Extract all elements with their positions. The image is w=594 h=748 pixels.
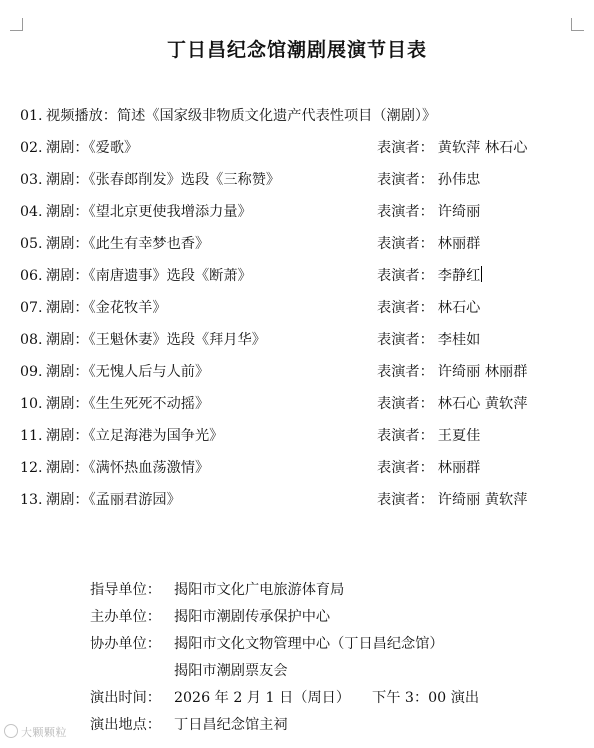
program-title: 潮剧：《金花牧羊》 (46, 300, 167, 316)
program-item (20, 360, 580, 392)
performer-names: 许绮丽 黄软萍 (437, 492, 528, 508)
program-number: 01. (20, 108, 43, 124)
program-item (20, 328, 580, 360)
performer-label: 表演者： (377, 332, 434, 348)
program-title: 潮剧：《南唐遗事》选段《断萧》 (46, 268, 252, 284)
program-item (20, 456, 580, 488)
performer-label: 表演者： (377, 140, 434, 156)
performance-place-label: 演出地点： (90, 717, 161, 733)
performer-info (377, 296, 480, 320)
performer-label: 表演者： (377, 428, 434, 444)
program-number: 06. (20, 268, 43, 284)
program-item (20, 392, 580, 424)
program-title: 潮剧：《此生有幸梦也香》 (46, 236, 210, 252)
performer-info (377, 328, 480, 352)
crop-mark-top-right (571, 18, 584, 31)
host-unit-row (90, 605, 570, 632)
performer-names: 林石心 黄软萍 (437, 396, 528, 412)
performance-place-value: 丁日昌纪念馆主祠 (174, 717, 288, 733)
performer-info (377, 456, 480, 480)
guidance-unit-row (90, 578, 570, 605)
performance-time-value (174, 686, 479, 710)
performer-names: 李静红 (437, 268, 481, 284)
program-title: 潮剧：《孟丽君游园》 (46, 492, 181, 508)
co-organizer-row-2 (90, 659, 570, 686)
guidance-unit-value: 揭阳市文化广电旅游体育局 (174, 582, 345, 598)
performer-label: 表演者： (377, 364, 434, 380)
performer-info (377, 136, 527, 160)
performer-info (377, 168, 480, 192)
guidance-unit-label: 指导单位： (90, 582, 161, 598)
performer-label: 表演者： (377, 236, 434, 252)
program-list (20, 104, 580, 520)
performer-label: 表演者： (377, 460, 434, 476)
host-unit-value: 揭阳市潮剧传承保护中心 (174, 609, 331, 625)
program-number: 12. (20, 460, 43, 476)
co-organizer-value-2: 揭阳市潮剧票友会 (174, 663, 288, 679)
performance-place-row (90, 713, 570, 740)
performance-date: 2026 年 2 月 1 日（周日） (174, 690, 351, 706)
program-number: 11. (20, 428, 43, 444)
performer-names: 李桂如 (437, 332, 481, 348)
program-title: 潮剧：《生生死死不动摇》 (46, 396, 210, 412)
program-number: 07. (20, 300, 43, 316)
program-number: 05. (20, 236, 43, 252)
performer-label: 表演者： (377, 268, 434, 284)
program-number: 10. (20, 396, 43, 412)
program-number: 03. (20, 172, 43, 188)
program-item (20, 424, 580, 456)
co-organizer-value-1: 揭阳市文化文物管理中心（丁日昌纪念馆） (174, 636, 444, 652)
page-title: 丁日昌纪念馆潮剧展演节目表 (166, 39, 427, 61)
co-organizer-row (90, 632, 570, 659)
program-item (20, 168, 580, 200)
performer-info (377, 264, 482, 288)
program-title: 潮剧：《张春郎削发》选段《三称赞》 (46, 172, 281, 188)
co-organizer-label: 协办单位： (90, 636, 161, 652)
program-title: 潮剧：《望北京更使我增添力量》 (46, 204, 252, 220)
text-cursor (481, 266, 482, 282)
program-title: 视频播放：简述《国家级非物质文化遗产代表性项目（潮剧）》 (46, 108, 437, 124)
performer-info (377, 360, 527, 384)
program-number: 02. (20, 140, 43, 156)
program-title: 潮剧：《无愧人后与人前》 (46, 364, 210, 380)
host-unit-label: 主办单位： (90, 609, 161, 625)
performer-names: 许绮丽 (437, 204, 481, 220)
performer-info (377, 424, 480, 448)
program-item (20, 200, 580, 232)
performance-clock: 下午 3：00 演出 (372, 690, 480, 706)
watermark (4, 724, 67, 740)
performer-label: 表演者： (377, 172, 434, 188)
performer-names: 黄软萍 林石心 (437, 140, 528, 156)
program-title: 潮剧：《满怀热血荡激情》 (46, 460, 210, 476)
organizer-info (90, 578, 570, 740)
program-item (20, 104, 580, 136)
program-item (20, 232, 580, 264)
program-number: 08. (20, 332, 43, 348)
program-item (20, 296, 580, 328)
crop-mark-top-left (10, 18, 23, 31)
program-number: 13. (20, 492, 43, 508)
performer-info (377, 488, 527, 512)
performer-names: 孙伟忠 (437, 172, 481, 188)
watermark-text: 大颗颗粒 (21, 726, 67, 739)
performance-time-row (90, 686, 570, 713)
performer-label: 表演者： (377, 396, 434, 412)
performer-names: 许绮丽 林丽群 (437, 364, 528, 380)
program-number: 04. (20, 204, 43, 220)
performance-time-label: 演出时间： (90, 690, 161, 706)
performer-names: 林石心 (437, 300, 481, 316)
program-title: 潮剧：《王魁休妻》选段《拜月华》 (46, 332, 266, 348)
performer-names: 林丽群 (437, 460, 481, 476)
performer-names: 王夏佳 (437, 428, 481, 444)
performer-label: 表演者： (377, 492, 434, 508)
program-item (20, 488, 580, 520)
program-title: 潮剧：《爱歌》 (46, 140, 139, 156)
watermark-logo-icon (4, 724, 18, 738)
performer-names: 林丽群 (437, 236, 481, 252)
performer-info (377, 200, 480, 224)
performer-label: 表演者： (377, 300, 434, 316)
performer-info (377, 232, 480, 256)
program-item (20, 136, 580, 168)
performer-label: 表演者： (377, 204, 434, 220)
program-number: 09. (20, 364, 43, 380)
program-title: 潮剧：《立足海港为国争光》 (46, 428, 224, 444)
program-item (20, 264, 580, 296)
performer-info (377, 392, 527, 416)
